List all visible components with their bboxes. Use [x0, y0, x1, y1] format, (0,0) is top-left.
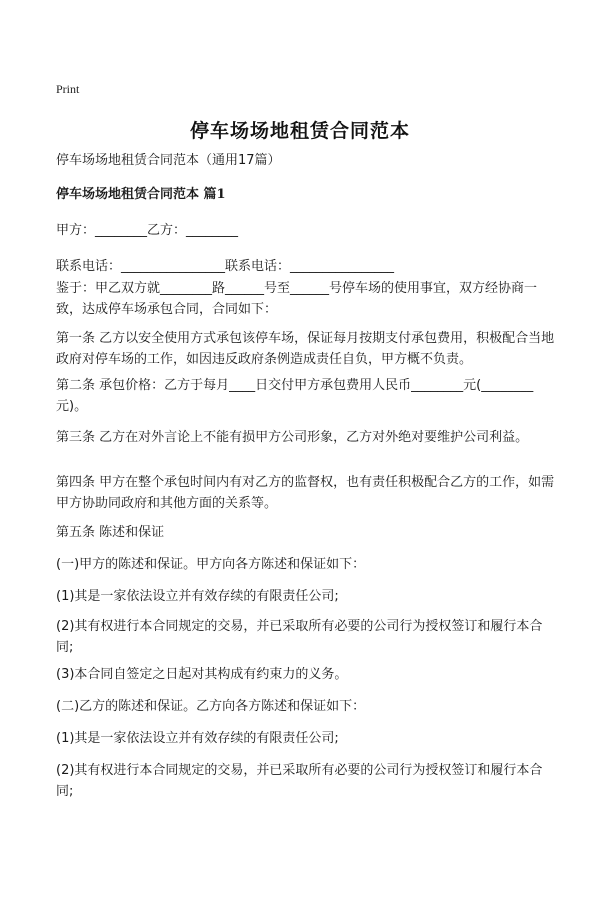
article-2: 第二条 承包价格：乙方于每月____日交付甲方承包费用人民币________元(________元)。: [56, 378, 534, 414]
party-b-clause-1: (1)其是一家依法设立并有效存续的有限责任公司;: [56, 731, 339, 746]
article-4: 第四条 甲方在整个承包时间内有对乙方的监督权，也有责任积极配合乙方的工作，如需甲方协助同政府和其他方面的关系等。: [56, 475, 555, 511]
document-title: 停车场场地租赁合同范本: [189, 120, 410, 142]
party-b-representations: (二)乙方的陈述和保证。乙方向各方陈述和保证如下：: [56, 699, 366, 714]
party-b-clause-2: (2)其有权进行本合同规定的交易，并已采取所有必要的公司行为授权签订和履行本合同;: [56, 763, 543, 799]
party-a-clause-1: (1)其是一家依法设立并有效存续的有限责任公司;: [56, 589, 339, 604]
contact-phone-line: 联系电话：________________联系电话：________________: [56, 259, 395, 274]
document-subtitle: 停车场场地租赁合同范本（通用17篇）: [56, 153, 281, 168]
article-1: 第一条 乙方以安全使用方式承包该停车场，保证每月按期支付承包费用，积极配合当地政府对停车场的工作，如因违反政府条例造成责任自负，甲方概不负责。: [56, 331, 555, 367]
article-5-heading: 第五条 陈述和保证: [56, 525, 165, 540]
party-a-clause-2: (2)其有权进行本合同规定的交易，并已采取所有必要的公司行为授权签订和履行本合同;: [56, 619, 543, 655]
preamble-paragraph: 鉴于：甲乙双方就________路______号至______号停车场的使用事宜，双方经协商一致，达成停车场承包合同，合同如下：: [56, 281, 538, 317]
section-heading: 停车场场地租赁合同范本 篇1: [56, 187, 226, 202]
print-label[interactable]: Print: [56, 82, 80, 96]
party-a-clause-3: (3)本合同自签定之日起对其构成有约束力的义务。: [56, 667, 348, 682]
article-3: 第三条 乙方在对外言论上不能有损甲方公司形象，乙方对外绝对要维护公司利益。: [56, 430, 529, 445]
party-a-representations: (一)甲方的陈述和保证。甲方向各方陈述和保证如下：: [56, 557, 366, 572]
party-names-line: 甲方：________乙方：________: [56, 223, 239, 238]
